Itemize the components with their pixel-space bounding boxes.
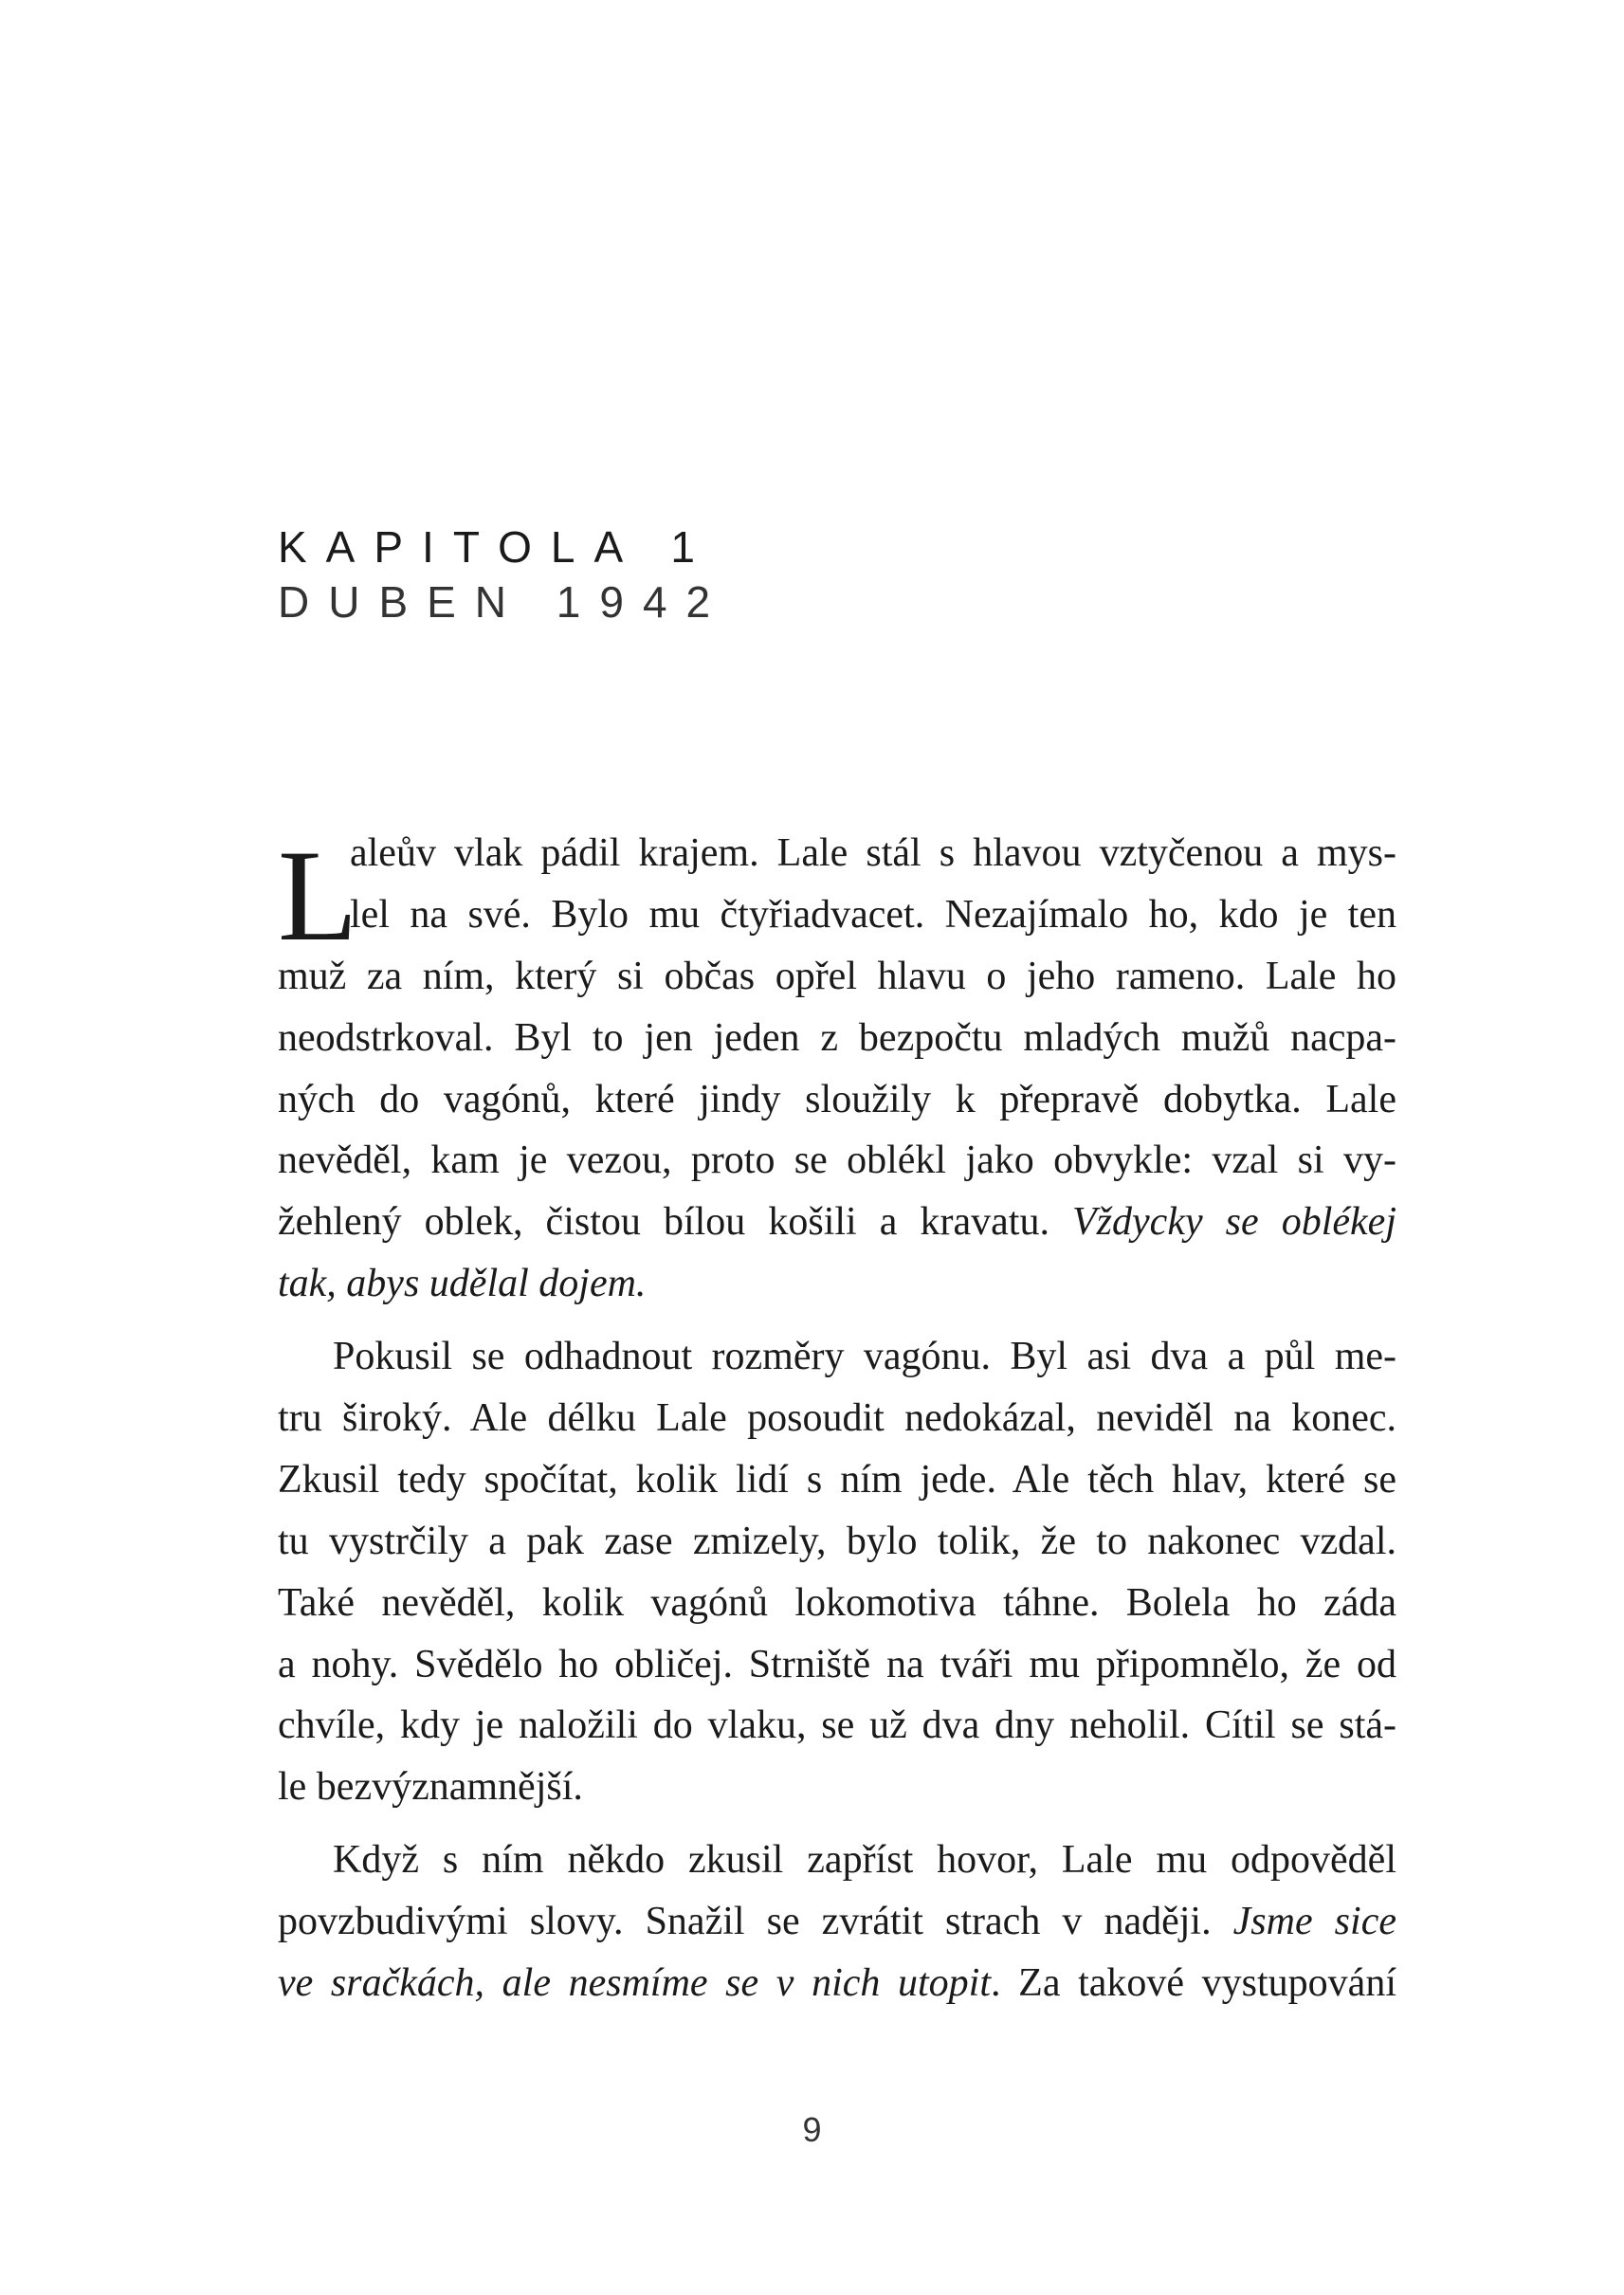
text-line: lel na své. Bylo mu čtyřiadvacet. Nezajímalo ho, kdo je ten (350, 892, 1396, 937)
text-line: muž za ním, který si občas opřel hlavu o jeho rameno. Lale ho (278, 954, 1396, 998)
page-number: 9 (802, 2110, 822, 2149)
text-line: Pokusil se odhadnout rozměry vagónu. Byl asi dva a půl me- (333, 1335, 1396, 1379)
paragraph-gap (278, 1818, 1396, 1830)
text-line: a nohy. Svědělo ho obličej. Strniště na tváři mu připomnělo, že od (278, 1642, 1396, 1686)
text-line: ných do vagónů, které jindy sloužily k přepravě dobytka. Lale (278, 1077, 1396, 1121)
italic-phrase: tak, abys udělal dojem. (278, 1262, 647, 1306)
text-line: chvíle, kdy je naložili do vlaku, se už dva dny neholil. Cítil se stá- (278, 1703, 1396, 1748)
text-line: neodstrkoval. Byl to jen jeden z bezpočtu mladých mužů nacpa- (278, 1015, 1396, 1060)
chapter-date: DUBEN 1942 (278, 577, 730, 627)
text-line: tru široký. Ale délku Lale posoudit nedokázal, neviděl na konec. (278, 1396, 1396, 1441)
paragraph-gap (278, 1315, 1396, 1326)
text-line (278, 1253, 1396, 1315)
text-line: nevěděl, kam je vezou, proto se oblékl jako obvykle: vzal si vy- (278, 1138, 1396, 1183)
text-line: Když s ním někdo zkusil zapříst hovor, Lale mu odpověděl (333, 1838, 1396, 1883)
text-line: ve sračkách, ale nesmíme se v nich utopit. Za takové vystupování (278, 1961, 1396, 2006)
chapter-heading (278, 519, 1415, 629)
text-line: žehlený oblek, čistou bílou košili a kravatu. Vždycky se oblékej (278, 1200, 1396, 1245)
chapter-label: KAPITOLA 1 (278, 522, 714, 572)
text-line: le bezvýznamnější. (278, 1765, 583, 1810)
italic-phrase: Vždycky se oblékej (1072, 1200, 1396, 1245)
text-line: povzbudivými slovy. Snažil se zvrátit strach v naději. Jsme sice (278, 1900, 1396, 1944)
text-line: Zkusil tedy spočítat, kolik lidí s ním jede. Ale těch hlav, které se (278, 1457, 1396, 1502)
italic-phrase: ve sračkách, ale nesmíme se v nich utopit (278, 1961, 992, 2006)
body-text (278, 823, 1396, 2014)
drop-cap: L (278, 823, 358, 968)
text-line: tu vystrčily a pak zase zmizely, bylo tolik, že to nakonec vzdal. (278, 1519, 1396, 1563)
text-line: Také nevěděl, kolik vagónů lokomotiva táhne. Bolela ho záda (278, 1580, 1396, 1625)
italic-phrase: Jsme sice (1232, 1900, 1396, 1944)
text-line: aleův vlak pádil krajem. Lale stál s hlavou vztyčenou a mys- (350, 831, 1396, 875)
